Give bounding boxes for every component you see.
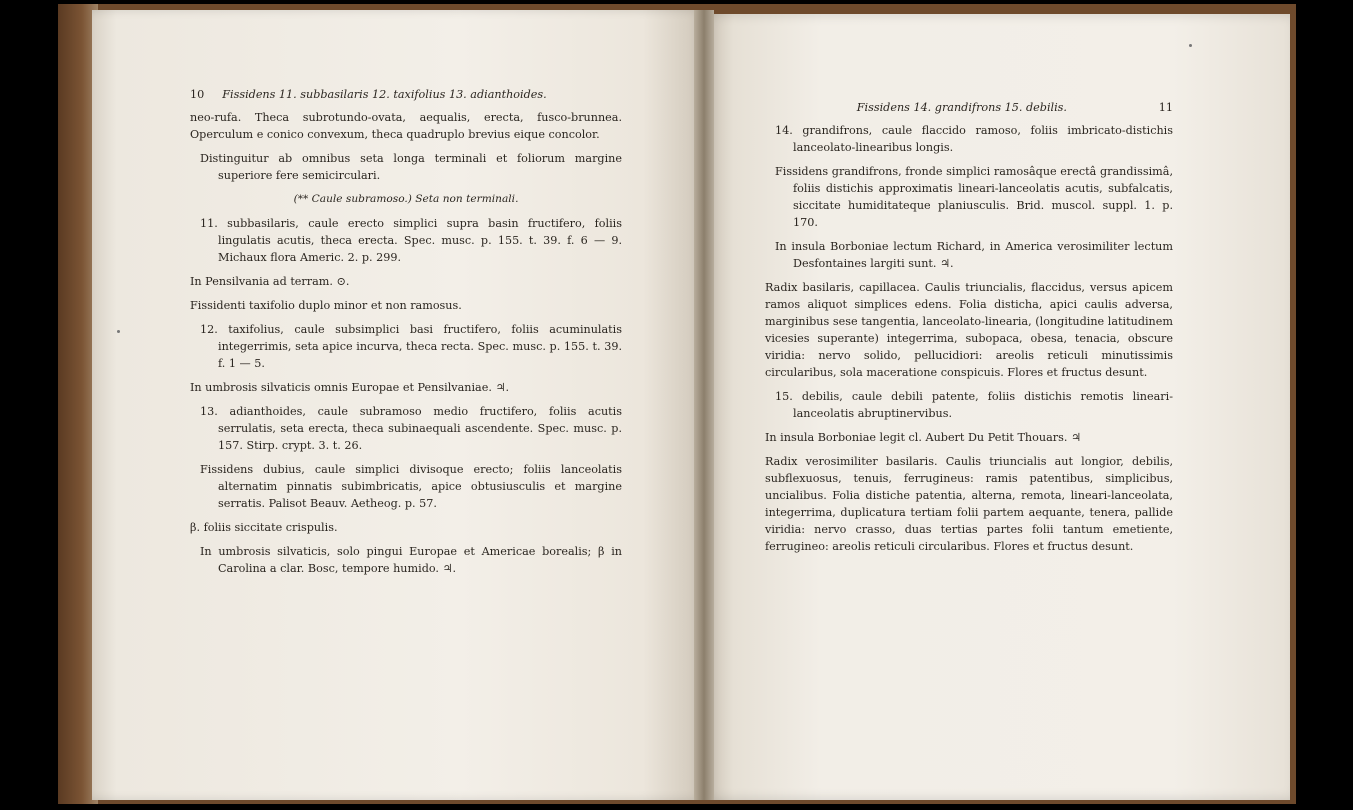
- book-gutter: [694, 10, 714, 800]
- speck: [1189, 44, 1192, 47]
- paragraph: Radix verosimiliter basilaris. Caulis triuncialis aut longior, debilis, subflexuosus, tenuis, ferrugineus: ramis patentibus, simplicibus, uncialibus. Folia distiche patentia, alterna, remota, lineari-lanceolata, integerrima, duplicatura tertiam folii partem aequante, tenera, pallide viridia: nervo crasso, duas tertias partes folii tantum emetiente, ferrugineo: areolis reticuli circularibus. Flores et fructus desunt.: [765, 455, 1173, 553]
- paragraph: Distinguitur ab omnibus seta longa terminali et foliorum margine superiore fere semicirculari.: [200, 152, 622, 182]
- species-entry: 12. taxifolius, caule subsimplici basi fructifero, foliis acuminulatis integerrimis, seta apice incurva, theca recta. Spec. musc. p. 155. t. 39. f. 1 — 5.: [200, 323, 622, 370]
- paragraph: In insula Borboniae legit cl. Aubert Du Petit Thouars. ♃: [765, 431, 1081, 444]
- species-entry: 14. grandifrons, caule flaccido ramoso, foliis imbricato-distichis lanceolato-linearibus longis.: [775, 124, 1173, 154]
- paragraph: neo-rufa. Theca subrotundo-ovata, aequalis, erecta, fusco-brunnea. Operculum e conico convexum, theca quadruplo brevius eique concolor.: [190, 111, 622, 141]
- page-number: 11: [1158, 101, 1173, 114]
- running-head-title: Fissidens 14. grandifrons 15. debilis.: [856, 101, 1067, 114]
- running-head-title: Fissidens 11. subbasilaris 12. taxifolius 13. adianthoides.: [222, 88, 547, 101]
- species-entry: 11. subbasilaris, caule erecto simplici supra basin fructifero, foliis lingulatis acutis, theca erecta. Spec. musc. p. 155. t. 39. f. 6 — 9. Michaux flora Americ. 2. p. 299.: [200, 217, 622, 264]
- species-entry: 15. debilis, caule debili patente, foliis distichis remotis lineari-lanceolatis abruptinervibus.: [775, 390, 1173, 420]
- species-entry: 13. adianthoides, caule subramoso medio fructifero, foliis acutis serrulatis, seta erecta, theca subinaequali ascendente. Spec. musc. p. 157. Stirp. crypt. 3. t. 26.: [200, 405, 622, 452]
- left-page-text: [190, 86, 622, 584]
- right-page-text: [765, 99, 1173, 562]
- left-running-head: [190, 86, 622, 103]
- paragraph: Radix basilaris, capillacea. Caulis triuncialis, flaccidus, versus apicem ramos aliquot simplices edens. Folia disticha, apici caulis adversa, marginibus sese tangentia, lanceolato-linearia, (longitudine latitudinem vicesies superante) integerrima, subopaca, obesa, tenacia, obscure viridia: nervo solido, pellucidiori: areolis reticuli minutissimis circularibus, sola maceratione conspicuis. Flores et fructus desunt.: [765, 281, 1173, 379]
- paragraph: Fissidens grandifrons, fronde simplici ramosâque erectâ grandissimâ, foliis distichis approximatis lineari-lanceolatis acutis, subfalcatis, siccitate humiditateque planiusculis. Brid. muscol. suppl. 1. p. 170.: [775, 165, 1173, 229]
- paragraph: In umbrosis silvaticis omnis Europae et Pensilvaniae. ♃.: [190, 381, 510, 394]
- paragraph: Fissidens dubius, caule simplici divisoque erecto; foliis lanceolatis alternatim pinnatis subimbricatis, apice obtusiusculis et margine serratis. Palisot Beauv. Aetheog. p. 57.: [200, 463, 622, 510]
- paragraph: β. foliis siccitate crispulis.: [190, 521, 338, 534]
- paragraph: In Pensilvania ad terram. ⊙.: [190, 275, 350, 288]
- paragraph: In umbrosis silvaticis, solo pingui Europae et Americae borealis; β in Carolina a clar. Bosc, tempore humido. ♃.: [200, 545, 622, 575]
- speck: [117, 330, 120, 333]
- paragraph: Fissidenti taxifolio duplo minor et non ramosus.: [190, 299, 462, 312]
- page-number: 10: [190, 88, 205, 101]
- section-heading: (** Caule subramoso.) Seta non terminali.: [293, 193, 519, 205]
- right-running-head: [765, 99, 1173, 116]
- paragraph: In insula Borboniae lectum Richard, in America verosimiliter lectum Desfontaines largiti sunt. ♃.: [775, 240, 1173, 270]
